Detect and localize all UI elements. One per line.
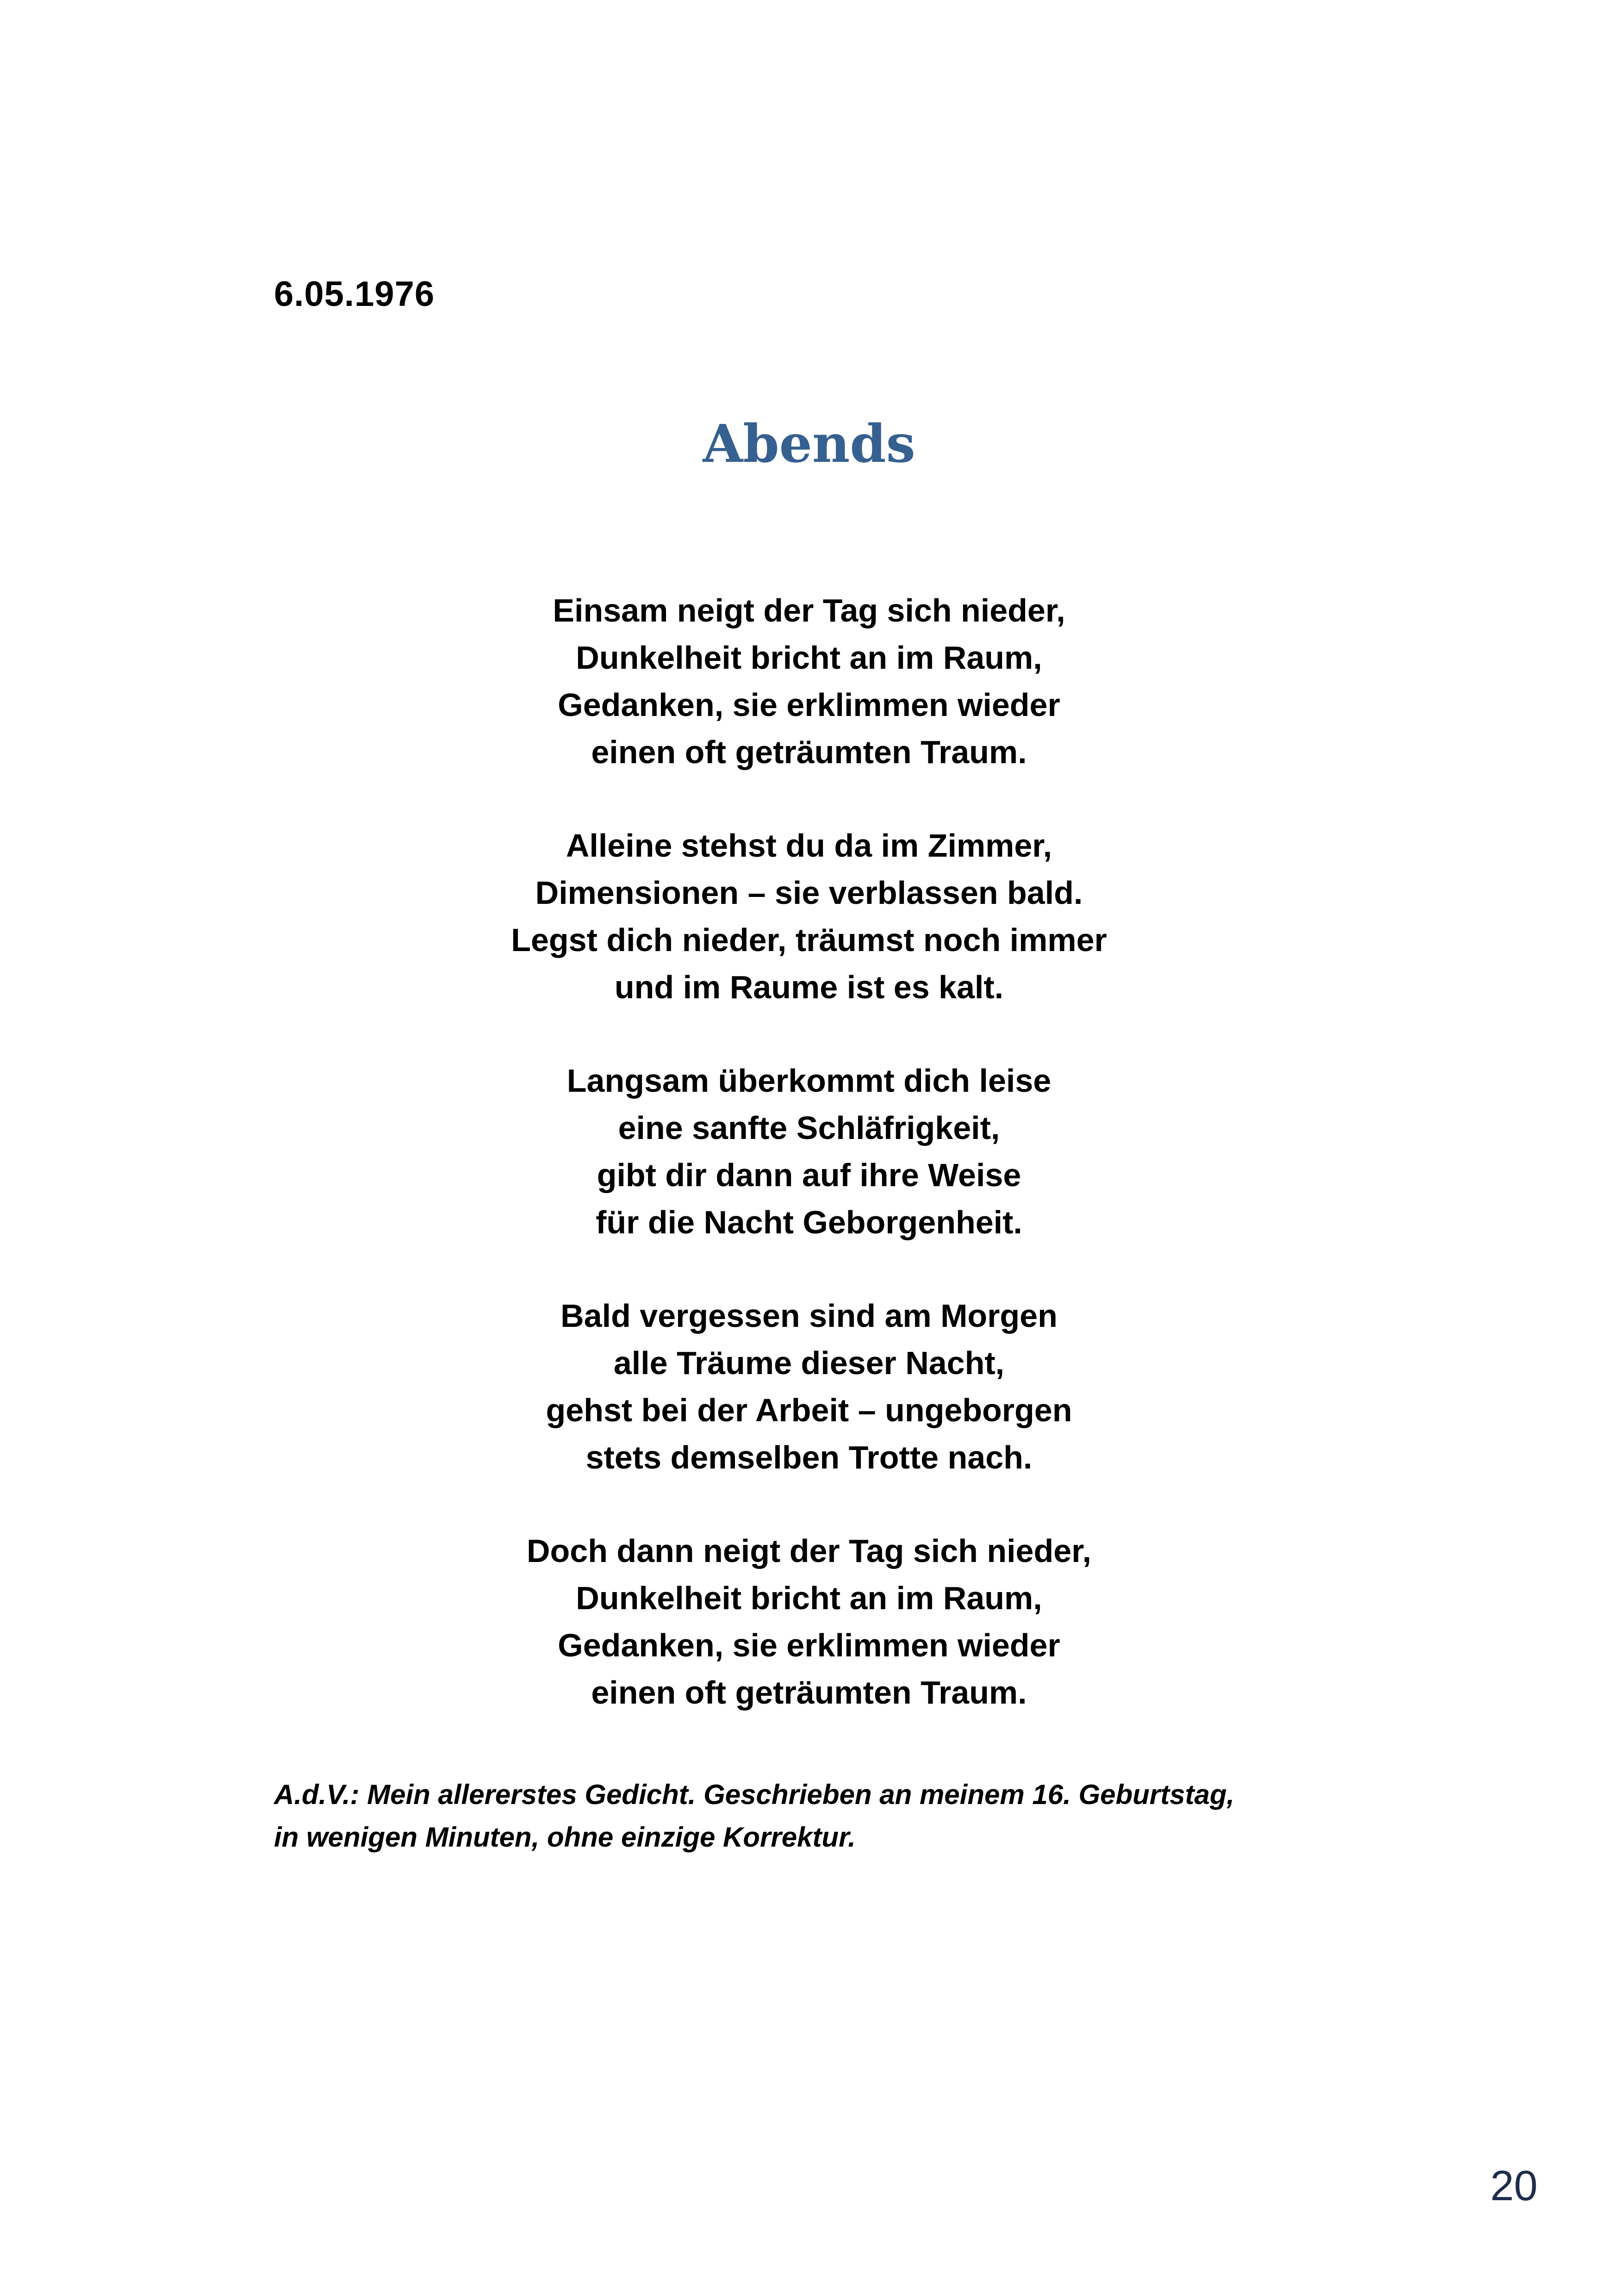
poem-line: alle Träume dieser Nacht, [613,1345,1005,1381]
author-note-line: in wenigen Minuten, ohne einzige Korrektur. [274,1822,856,1853]
poem-line: gehst bei der Arbeit – ungeborgen [546,1392,1072,1428]
poem-line: Legst dich nieder, träumst noch immer [511,922,1107,958]
author-note [274,1773,1234,1859]
poem-line: eine sanfte Schläfrigkeit, [618,1110,1000,1146]
stanza-4 [0,1292,1618,1481]
poem-line: Dunkelheit bricht an im Raum, [576,640,1042,676]
poem-line: Langsam überkommt dich leise [566,1063,1052,1099]
poem-line: einen oft geträumten Traum. [591,1674,1027,1711]
poem-line: Dimensionen – sie verblassen bald. [535,875,1083,911]
poem-line: Bald vergessen sind am Morgen [560,1298,1058,1334]
stanza-1 [0,587,1618,776]
poem-line: Dunkelheit bricht an im Raum, [576,1580,1042,1616]
poem-line: Gedanken, sie erklimmen wieder [558,1627,1060,1663]
poem-line: Doch dann neigt der Tag sich nieder, [526,1533,1091,1569]
poem-date: 6.05.1976 [274,274,435,314]
stanza-5 [0,1527,1618,1716]
page-number: 20 [1490,2162,1538,2209]
poem-line: Einsam neigt der Tag sich nieder, [553,592,1065,628]
stanza-3 [0,1057,1618,1246]
poem-line: stets demselben Trotte nach. [585,1439,1033,1475]
author-note-line: A.d.V.: Mein allererstes Gedicht. Geschrieben an meinem 16. Geburtstag, [274,1779,1235,1810]
poem-body [0,587,1618,1762]
poem-title: Abends [703,414,915,474]
poem-line: und im Raume ist es kalt. [614,969,1004,1005]
poem-line: gibt dir dann auf ihre Weise [597,1157,1021,1193]
poem-line: Gedanken, sie erklimmen wieder [558,687,1060,723]
poem-line: für die Nacht Geborgenheit. [596,1204,1022,1240]
stanza-2 [0,822,1618,1011]
poem-line: Alleine stehst du da im Zimmer, [566,828,1052,864]
poem-line: einen oft geträumten Traum. [591,734,1027,770]
